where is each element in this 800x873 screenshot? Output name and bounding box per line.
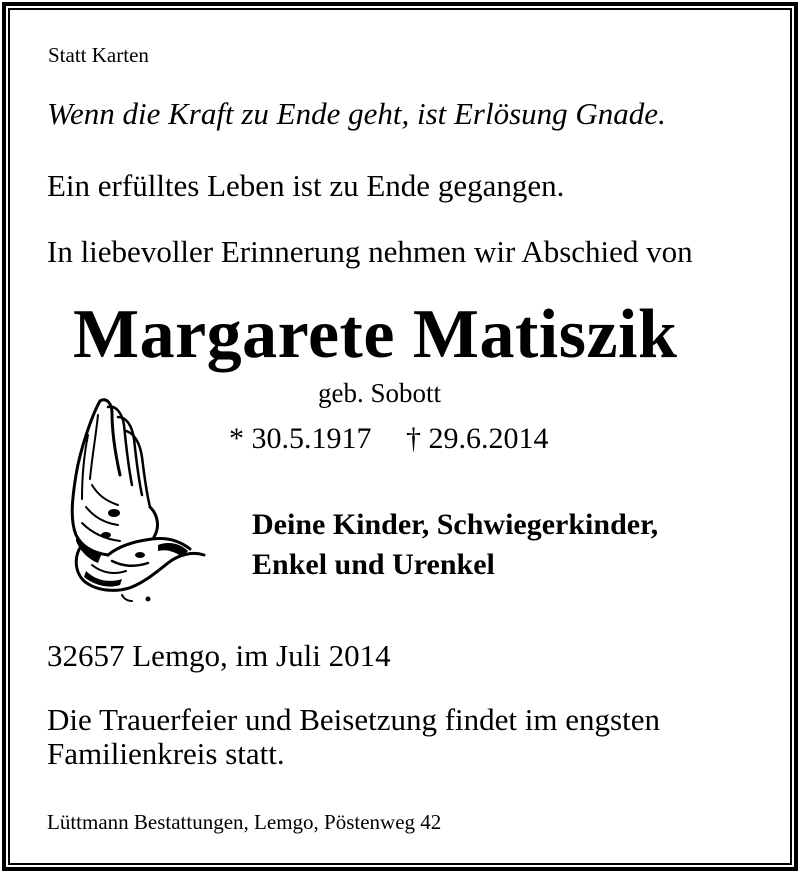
death-date: † 29.6.2014 [406, 422, 549, 455]
deceased-name: Margarete Matiszik [73, 296, 678, 373]
undertaker-info: Lüttmann Bestattungen, Lemgo, Pöstenweg 42 [47, 810, 442, 834]
praying-hands-icon [62, 395, 210, 605]
maiden-name: geb. Sobott [318, 378, 442, 408]
place-date: 32657 Lemgo, im Juli 2014 [47, 638, 391, 673]
ceremony-line-1: Die Trauerfeier und Beisetzung findet im engsten [47, 702, 660, 737]
ceremony-line-2: Familienkreis statt. [47, 736, 285, 771]
life-line: Ein erfülltes Leben ist zu Ende gegangen. [47, 168, 565, 203]
quote-text: Wenn die Kraft zu Ende geht, ist Erlösung Gnade. [47, 96, 666, 131]
mourners-line-2: Enkel und Urenkel [252, 548, 495, 581]
farewell-line: In liebevoller Erinnerung nehmen wir Abschied von [47, 234, 693, 269]
mourners-line-1: Deine Kinder, Schwiegerkinder, [252, 508, 659, 541]
header-text: Statt Karten [48, 43, 149, 67]
birth-date: * 30.5.1917 [229, 422, 372, 455]
